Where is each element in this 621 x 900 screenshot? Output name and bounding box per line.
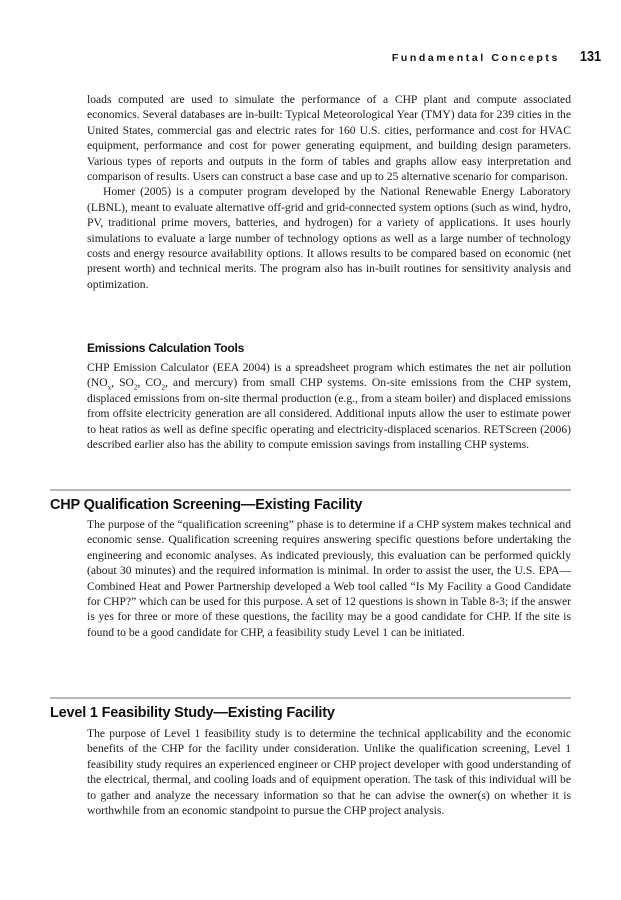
level1-text [87, 726, 571, 818]
section-divider-level1 [50, 697, 571, 699]
qualification-heading: CHP Qualification Screening—Existing Facility [50, 497, 363, 513]
intro-paragraph-2: Homer (2005) is a computer program developed by the National Renewable Energy Laboratory (LBNL), meant to evaluate alternative off-grid and grid-connected system options (such as wind, hydro, PV, traditional prime movers, batteries, and hydrogen) for a variety of applications. It uses hourly simulations to evaluate a large number of technology options as well as a large number of technology costs and energy resource availability options. It allows results to be compared based on economic (net present worth) and technical merits. The program also has in-built routines for sensitivity analysis and optimization. [87, 185, 571, 291]
qualification-text [87, 517, 571, 640]
emissions-text-b: , SO [111, 376, 134, 390]
emissions-text-d: , and mercury) from small CHP systems. On-site emissions from the CHP system, displaced emissions from on-site thermal production (e.g., from a steam boiler) and displaced emissions from offsite electricity generation are all considered. Additional inputs allow the user to estimate power to heat ratios as well as define specific operating and electricity-displaced scenarios. RETScreen (2006) described earlier also has the ability to compute emission savings from installing CHP systems. [87, 376, 572, 452]
running-head [392, 48, 603, 65]
intro-text [87, 92, 571, 292]
intro-paragraph-1: loads computed are used to simulate the performance of a CHP plant and compute associated economics. Several databases are in-built: Typical Meteorological Year (TMY) data for 239 cities in the United States, commercial gas and electric rates for 160 U.S. cities, performance and cost for HVAC equipment, performance and cost for power generating equipment, and building design parameters. Various types of reports and outputs in the form of tables and graphs allow easy interpretation and comparison of results. Users can construct a base case and up to 25 alternative scenario for comparison. [87, 93, 571, 184]
emissions-text-a: CHP Emission Calculator (EEA 2004) is a spreadsheet program which estimates the net air pollution (NO [87, 361, 571, 390]
emissions-text-c: , CO [137, 376, 162, 390]
subscript-2a: 2 [133, 383, 138, 392]
subscript-2b: 2 [161, 383, 165, 392]
emissions-subheading: Emissions Calculation Tools [87, 341, 245, 355]
running-title: Fundamental Concepts [391, 52, 560, 64]
subscript-x: x [107, 383, 112, 392]
level1-heading: Level 1 Feasibility Study—Existing Facility [50, 705, 335, 721]
page-number: 131 [579, 48, 602, 65]
emissions-paragraph [87, 360, 571, 452]
qualification-paragraph: The purpose of the “qualification screening” phase is to determine if a CHP system makes technical and economic sense. Qualification screening requires answering specific questions before undertaking the engineering and economic analyses. As indicated previously, this evaluation can be performed quickly (about 30 minutes) and the required information is minimal. In order to assist the user, the U.S. EPA—Combined Heat and Power Partnership developed a Web tool called “Is My Facility a Good Candidate for CHP?” which can be used for this purpose. A set of 12 questions is shown in Table 8-3; if the answer is yes for three or more of these questions, the facility may be a good candidate for CHP. If the site is found to be a good candidate for CHP, a feasibility study Level 1 can be initiated. [87, 518, 571, 639]
emissions-text [87, 360, 571, 452]
section-divider-qualification [50, 489, 571, 491]
level1-paragraph: The purpose of Level 1 feasibility study is to determine the technical applicability and the economic benefits of the CHP for the facility under consideration. Unlike the qualification screening, Level 1 feasibility study requires an experienced engineer or CHP project developer with good understanding of the electrical, thermal, and cooling loads and of equipment operation. The task of this individual will be to gather and analyze the necessary information so that he can advise the owner(s) on whether it is worthwhile from an economic standpoint to pursue the CHP project analysis. [87, 727, 571, 818]
